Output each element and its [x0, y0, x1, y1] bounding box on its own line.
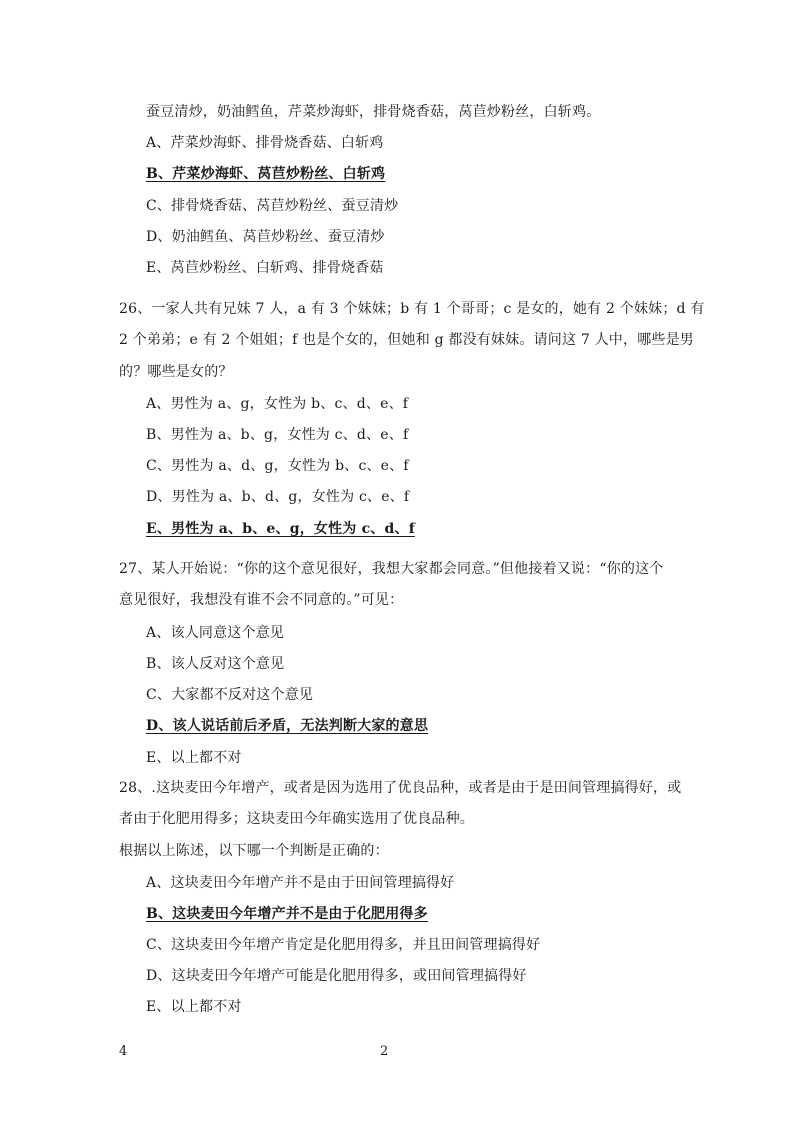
q26-option-c: C、男性为 a、d、g，女性为 b、c、e、f	[146, 458, 409, 474]
q28-option-c: C、这块麦田今年增产肯定是化肥用得多，并且田间管理搞得好	[146, 937, 541, 953]
q25-option-e: E、莴苣炒粉丝、白斩鸡、排骨烧香菇	[146, 260, 384, 276]
q28-stem-line-1: 28、.这块麦田今年增产，或者是因为选用了优良品种，或者是由于是田间管理搞得好，或	[119, 780, 682, 796]
q26-option-d: D、男性为 a、b、d、g，女性为 c、e、f	[146, 489, 410, 505]
q26-stem-line-3: 的？哪些是女的？	[119, 364, 233, 380]
q27-option-a: A、该人同意这个意见	[146, 625, 285, 641]
q26-stem-line-1: 26、一家人共有兄妹 7 人，a 有 3 个妹妹；b 有 1 个哥哥；c 是女的，她有 2 个妹妹；d 有	[119, 301, 705, 317]
q26-option-e-answer: E、男性为 a、b、e、g，女性为 c、d、f	[146, 521, 415, 537]
q28-stem-line-3: 根据以上陈述，以下哪一个判断是正确的：	[119, 843, 389, 859]
q25-option-c: C、排骨烧香菇、莴苣炒粉丝、蚕豆清炒	[146, 198, 399, 214]
q25-option-d: D、奶油鳕鱼、莴苣炒粉丝、蚕豆清炒	[146, 229, 385, 245]
q25-option-a: A、芹菜炒海虾、排骨烧香菇、白斩鸡	[146, 135, 384, 151]
q27-option-b: B、该人反对这个意见	[146, 656, 285, 672]
q28-option-b-answer: B、这块麦田今年增产并不是由于化肥用得多	[146, 906, 428, 922]
q28-option-a: A、这块麦田今年增产并不是由于田间管理搞得好	[146, 875, 455, 891]
q27-option-e: E、以上都不对	[146, 750, 242, 766]
footer-page-number: 2	[380, 1044, 389, 1059]
footer-left-number: 4	[119, 1044, 128, 1059]
q27-option-d-answer: D、该人说话前后矛盾，无法判断大家的意思	[146, 718, 429, 734]
q26-stem-line-2: 2 个弟弟；e 有 2 个姐姐；f 也是个女的，但她和 g 都没有妹妹。请问这 7 人中，哪些是男	[119, 332, 694, 348]
q27-stem-line-1: 27、某人开始说：“你的这个意见很好，我想大家都会同意。”但他接着又说：“你的这个	[119, 561, 664, 577]
q26-option-a: A、男性为 a、g，女性为 b、c、d、e、f	[146, 396, 409, 412]
q28-option-d: D、这块麦田今年增产可能是化肥用得多，或田间管理搞得好	[146, 968, 527, 984]
q27-option-c: C、大家都不反对这个意见	[146, 687, 314, 703]
q25-intro: 蚕豆清炒，奶油鳕鱼，芹菜炒海虾，排骨烧香菇，莴苣炒粉丝，白斩鸡。	[146, 104, 601, 120]
q25-option-b-answer: B、芹菜炒海虾、莴苣炒粉丝、白斩鸡	[146, 166, 386, 182]
q28-option-e: E、以上都不对	[146, 999, 242, 1015]
q28-stem-line-2: 者由于化肥用得多；这块麦田今年确实选用了优良品种。	[119, 811, 474, 827]
q27-stem-line-2: 意见很好，我想没有谁不会不同意的。”可见：	[119, 592, 404, 608]
q26-option-b: B、男性为 a、b、g，女性为 c、d、e、f	[146, 427, 409, 443]
